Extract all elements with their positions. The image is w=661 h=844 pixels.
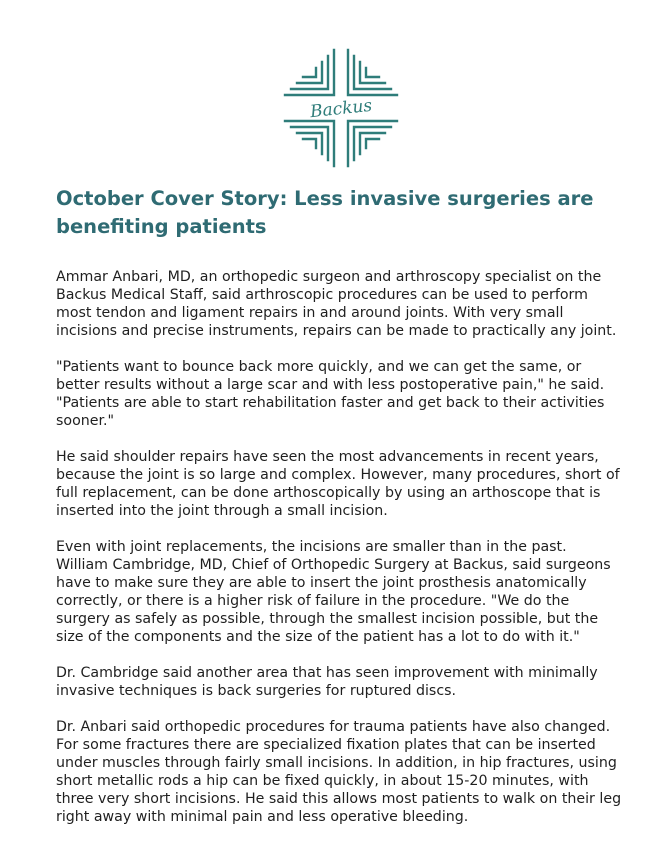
logo-wordmark: Backus bbox=[309, 95, 374, 123]
article-paragraph: Dr. Cambridge said another area that has seen improvement with minimally invasive techniques is back surgeries for ruptured discs. bbox=[56, 665, 598, 699]
article-paragraph: Even with joint replacements, the incisions are smaller than in the past. William Cambridge, MD, Chief of Orthopedic Surgery at Backus, said surgeons have to make sure they are able to insert the joint prosthesis anatomically correctly, or there is a higher risk of failure in the procedure. "We do the surgery as safely as possible, through the smallest incision possible, but the size of the components and the size of the patient has a lot to do with it." bbox=[56, 539, 611, 645]
backus-cross-logo-icon bbox=[281, 48, 401, 168]
article-paragraph: Dr. Anbari said orthopedic procedures for trauma patients have also changed. For some fractures there are specialized fixation plates that can be inserted under muscles through fairly small incisions. In addition, in hip fractures, using short metallic rods a hip can be fixed quickly, in about 15-20 minutes, with three very short incisions. He said this allows most patients to walk on their leg right away with minimal pain and less operative bleeding. bbox=[56, 719, 622, 825]
page-title: October Cover Story: Less invasive surgeries are benefiting patients bbox=[56, 187, 594, 238]
article-paragraph: He said shoulder repairs have seen the most advancements in recent years, because the joint is so large and complex. However, many procedures, short of full replacement, can be done arthoscopically by using an arthoscope that is inserted into the joint through a small incision. bbox=[56, 449, 620, 519]
article-body bbox=[56, 268, 622, 844]
article-paragraph: Ammar Anbari, MD, an orthopedic surgeon and arthroscopy specialist on the Backus Medical Staff, said arthroscopic procedures can be used to perform most tendon and ligament repairs in and around joints. With very small incisions and precise instruments, repairs can be made to practically any joint. bbox=[56, 269, 617, 339]
backus-logo bbox=[281, 48, 401, 168]
article-paragraph: "Patients want to bounce back more quickly, and we can get the same, or better results without a large scar and with less postoperative pain," he said. "Patients are able to start rehabilitation faster and get back to their activities sooner." bbox=[56, 359, 605, 429]
